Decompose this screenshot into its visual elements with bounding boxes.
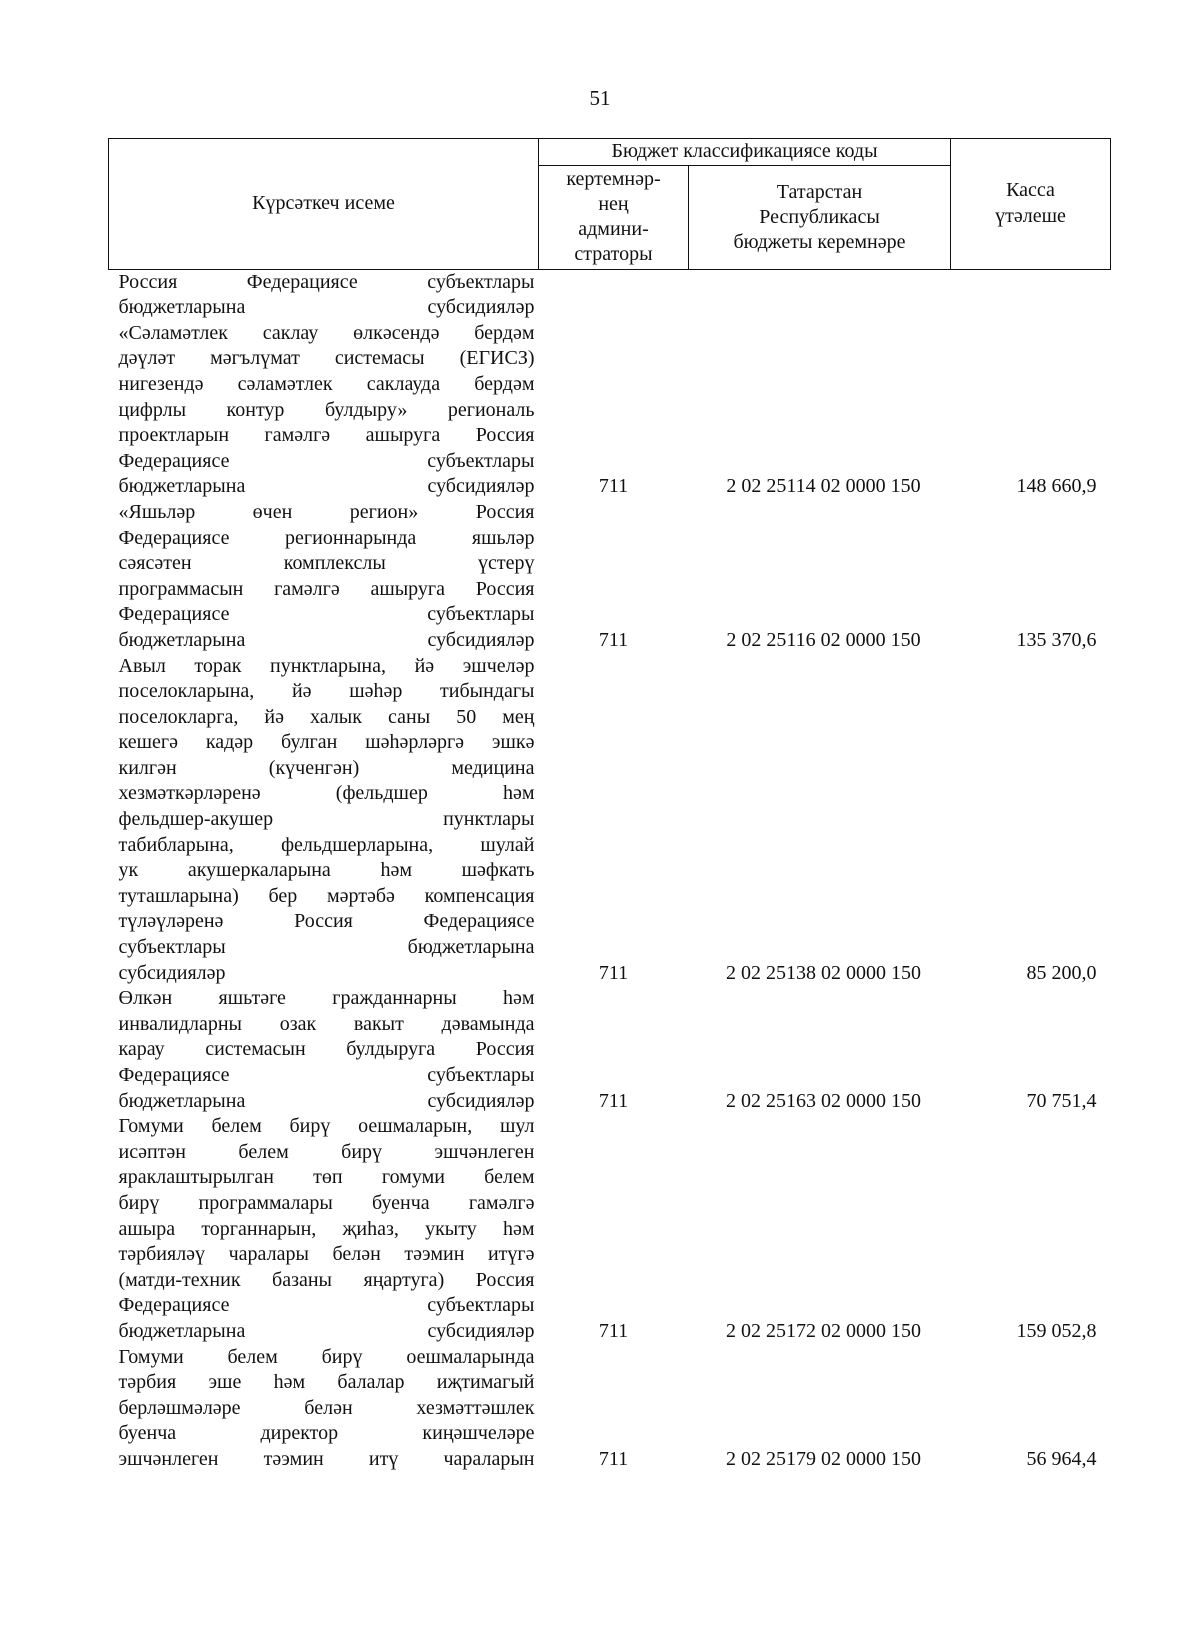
administrator-code-cell: 711 (598, 1319, 629, 1342)
indicator-name-line: инвалидларны озак вакыт дәвамында (118, 1012, 535, 1035)
indicator-name-line: дәүләт мәгълүмат системасы (ЕГИСЗ) (118, 347, 535, 370)
indicator-name-line: бюджетларына субсидияләр (118, 628, 535, 651)
indicator-name-line: Өлкән яшьтәге гражданнарны һәм (118, 987, 535, 1010)
indicator-name-line: тәрбия эше һәм балалар иҗтимагый (118, 1371, 535, 1394)
administrator-code-cell: 711 (598, 628, 629, 651)
indicator-name-line: исәптән белем бирү эшчәнлеген (118, 1140, 535, 1163)
indicator-name-line: поселокларга, йә халык саны 50 мең (118, 705, 535, 728)
administrator-code-cell: 711 (598, 1089, 629, 1112)
indicator-name-line: бирү программалары буенча гамәлгә (118, 1191, 535, 1214)
administrator-code-cell: 711 (598, 1447, 629, 1470)
table-header (109, 139, 1111, 270)
revenue-code-cell: 2 02 25116 02 0000 150 (726, 628, 921, 651)
indicator-name-line: Федерациясе субъектлары (118, 449, 535, 472)
indicator-name-line: бюджетларына субсидияләр (118, 1089, 535, 1112)
indicator-name-line: табибларына, фельдшерларына, шулай (118, 833, 535, 856)
indicator-name-line: программасын гамәлгә ашыруга Россия (118, 577, 535, 600)
administrator-code-cell: 711 (598, 475, 629, 498)
budget-table (108, 138, 1111, 1473)
table-row (109, 500, 1111, 654)
header-budget-codes: Бюджет классификациясе коды (539, 139, 951, 166)
indicator-name-line: ашыра торганнарын, җиһаз, укыту һәм (118, 1217, 535, 1240)
indicator-name-line: бюджетларына субсидияләр (118, 1319, 535, 1342)
indicator-name-line: Россия Федерациясе субъектлары (118, 270, 535, 293)
indicator-name-line: Гомуми белем бирү оешмаларын, шул (118, 1115, 535, 1138)
indicator-name-line: Федерациясе субъектлары (118, 603, 535, 626)
indicator-name-line: карау системасын булдыруга Россия (118, 1038, 535, 1061)
indicator-name-cell (109, 500, 539, 654)
revenue-code-cell (689, 269, 951, 321)
indicator-name-line: туташларына) бер мәртәбә компенсация (118, 884, 535, 907)
indicator-name-line: субъектлары бюджетларына (118, 936, 535, 959)
indicator-name-line: эшчәнлеген тәэмин итү чараларын (118, 1447, 535, 1470)
indicator-name-line: (матди-техник базаны яңартуга) Россия (118, 1268, 535, 1291)
indicator-name-line: түләүләренә Россия Федерациясе (118, 910, 535, 933)
indicator-name-line: бюджетларына субсидияләр (118, 296, 535, 319)
indicator-name-cell (109, 1345, 539, 1473)
table-row (109, 986, 1111, 1114)
indicator-name-line: Федерациясе регионнарында яшьләр (118, 526, 535, 549)
header-cash-execution: Касса үтәлеше (951, 139, 1111, 270)
cash-execution-cell: 56 964,4 (1026, 1447, 1097, 1470)
indicator-name-line: тәрбияләү чаралары белән тәэмин итүгә (118, 1243, 535, 1266)
indicator-name-line: Федерациясе субъектлары (118, 1064, 535, 1086)
revenue-code-cell: 2 02 25114 02 0000 150 (726, 475, 921, 498)
indicator-name-cell (109, 986, 539, 1114)
indicator-name-line: «Сәламәтлек саклау өлкәсендә бердәм (118, 321, 535, 344)
table-row (109, 269, 1111, 321)
indicator-name-line: фельдшер-акушер пунктлары (118, 808, 535, 831)
indicator-name-line: яраклаштырылган төп гомуми белем (118, 1166, 535, 1189)
revenue-code-cell: 2 02 25172 02 0000 150 (726, 1319, 921, 1342)
table-row (109, 1114, 1111, 1344)
indicator-name-line: кешегә кадәр булган шәһәрләргә эшкә (118, 731, 535, 754)
table-row (109, 654, 1111, 987)
cash-execution-cell: 135 370,6 (1016, 628, 1097, 651)
revenue-code-cell: 2 02 25163 02 0000 150 (726, 1089, 921, 1112)
indicator-name-line: сәясәтен комплекслы үстерү (118, 552, 535, 575)
indicator-name-line: субсидияләр (118, 961, 226, 984)
indicator-name-line: хезмәткәрләренә (фельдшер һәм (118, 782, 535, 805)
indicator-name-line: бюджетларына субсидияләр (118, 475, 535, 498)
indicator-name-line: килгән (күченгән) медицина (118, 756, 535, 779)
indicator-name-cell (109, 1114, 539, 1344)
indicator-name-line: ук акушеркаларына һәм шәфкать (118, 859, 535, 882)
revenue-code-cell: 2 02 25179 02 0000 150 (726, 1447, 921, 1470)
cash-execution-cell (951, 269, 1111, 321)
cash-execution-cell: 159 052,8 (1016, 1319, 1097, 1342)
administrator-code-cell: 711 (598, 961, 629, 984)
header-administrators: кертемнәр- нең админи- страторы (539, 165, 689, 269)
cash-execution-cell: 148 660,9 (1016, 475, 1097, 498)
indicator-name-cell (109, 269, 539, 321)
page-number: 51 (589, 86, 611, 110)
indicator-name-line: поселокларына, йә шәһәр тибындагы (118, 680, 535, 703)
administrator-code-cell (539, 269, 689, 321)
header-tatarstan-revenues: Татарстан Республикасы бюджеты керемнәре (689, 165, 951, 269)
indicator-name-cell (109, 654, 539, 987)
table-body (109, 269, 1111, 1472)
indicator-name-line: «Яшьләр өчен регион» Россия (118, 500, 535, 523)
indicator-name-line: Авыл торак пунктларына, йә эшчеләр (118, 654, 535, 677)
indicator-name-line: Гомуми белем бирү оешмаларында (118, 1345, 535, 1368)
indicator-name-line: Федерациясе субъектлары (118, 1294, 535, 1317)
cash-execution-cell: 70 751,4 (1026, 1089, 1097, 1112)
indicator-name-line: проектларын гамәлгә ашыруга Россия (118, 424, 535, 447)
indicator-name-line: нигезендә сәламәтлек саклауда бердәм (118, 372, 535, 395)
indicator-name-cell (109, 321, 539, 500)
table-row (109, 321, 1111, 500)
cash-execution-cell: 85 200,0 (1026, 961, 1097, 984)
indicator-name-line: берләшмәләре белән хезмәттәшлек (118, 1396, 535, 1419)
table-row (109, 1345, 1111, 1473)
indicator-name-line: цифрлы контур булдыру» региональ (118, 398, 535, 421)
revenue-code-cell: 2 02 25138 02 0000 150 (726, 961, 921, 984)
header-indicator-name: Күрсәткеч исеме (109, 139, 539, 270)
indicator-name-line: буенча директор киңәшчеләре (118, 1422, 535, 1445)
